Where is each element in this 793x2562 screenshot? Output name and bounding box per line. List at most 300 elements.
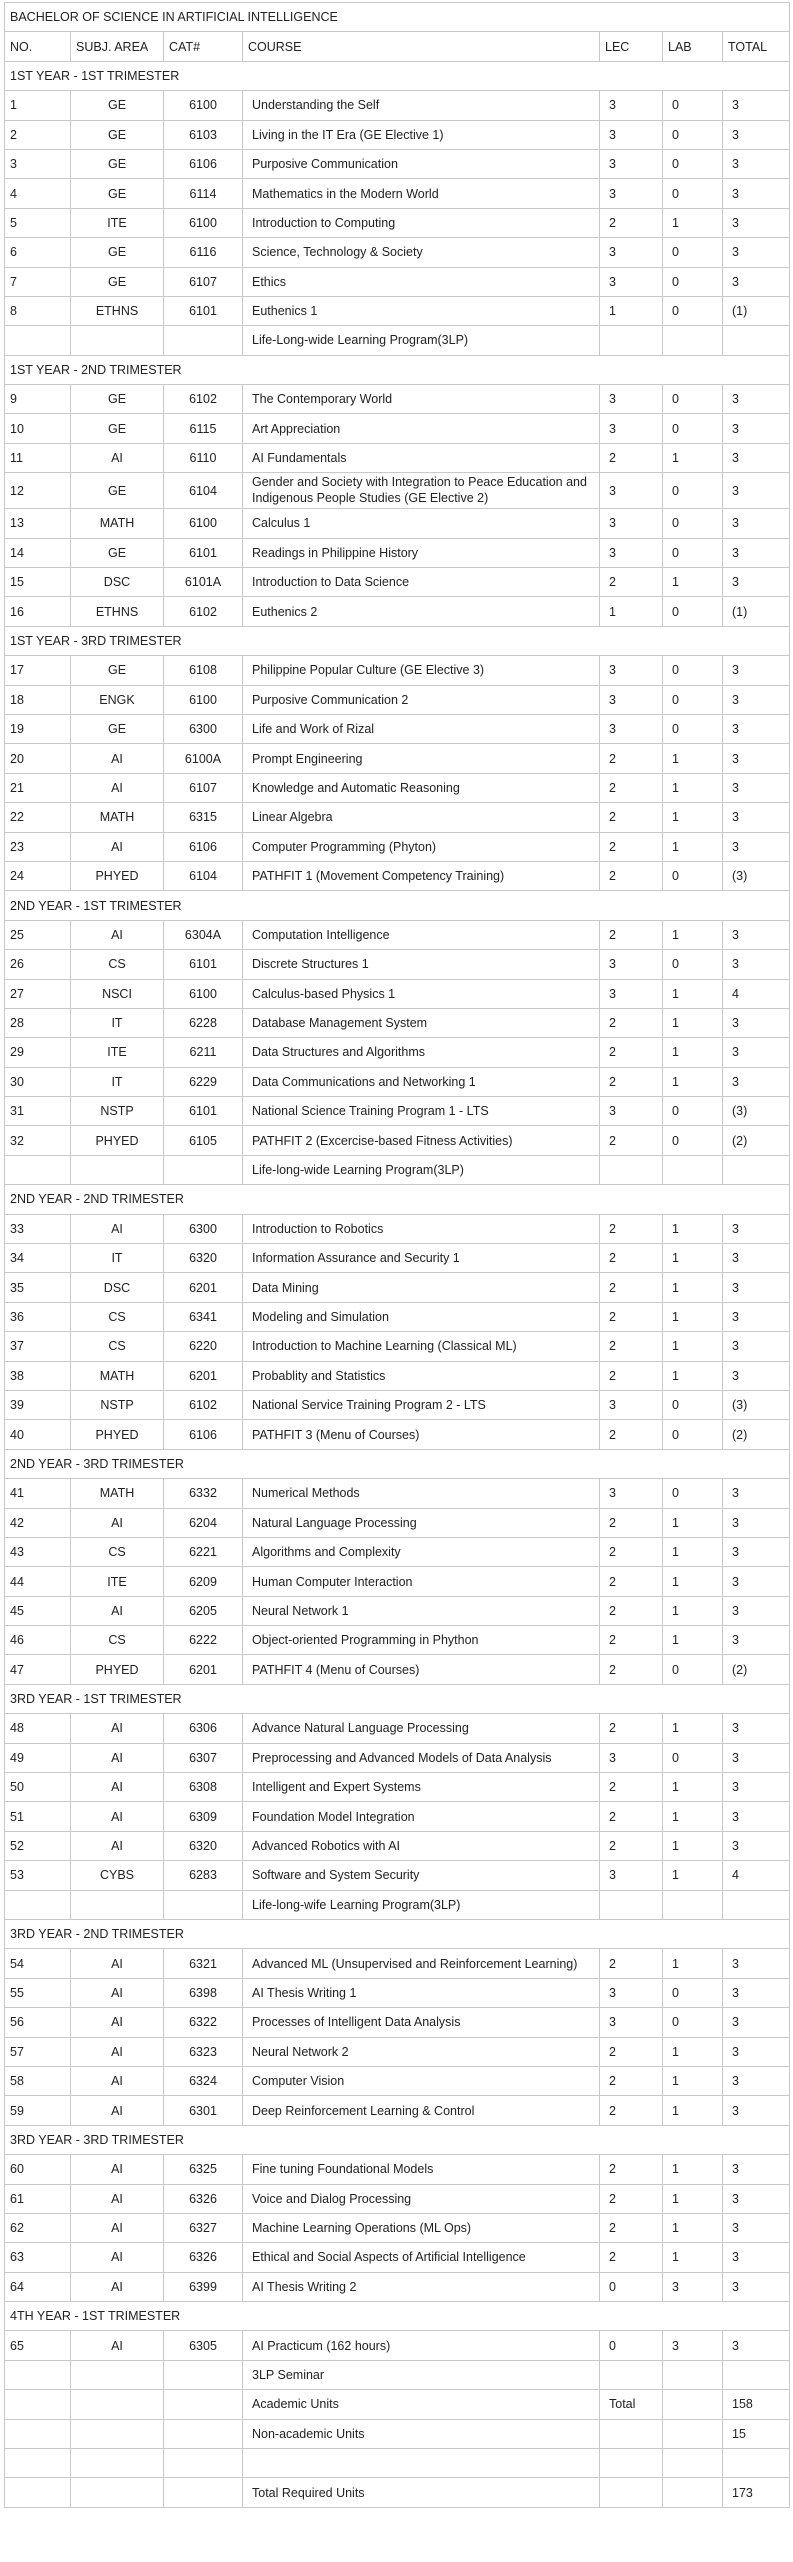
subject-area-cell: CS — [71, 1537, 164, 1566]
lab-units-cell: 1 — [663, 1626, 723, 1655]
course-row — [5, 1390, 790, 1419]
lab-units-cell: 0 — [663, 1743, 723, 1772]
term-label: 2ND YEAR - 2ND TRIMESTER — [5, 1185, 790, 1214]
course-name-cell: Readings in Philippine History — [243, 538, 600, 567]
header-row — [5, 32, 790, 61]
cat-number-cell: 6205 — [164, 1596, 243, 1625]
course-row — [5, 2008, 790, 2037]
course-row — [5, 773, 790, 802]
lab-units-cell — [663, 2449, 723, 2478]
row-no-cell: 28 — [5, 1008, 71, 1037]
lec-units-cell: 2 — [600, 1008, 663, 1037]
subject-area-cell — [71, 2390, 164, 2419]
course-name-cell: Processes of Intelligent Data Analysis — [243, 2008, 600, 2037]
row-no-cell: 15 — [5, 568, 71, 597]
row-no-cell: 1 — [5, 91, 71, 120]
course-row — [5, 538, 790, 567]
row-no-cell: 58 — [5, 2066, 71, 2095]
lec-units-cell: 3 — [600, 149, 663, 178]
lec-units-cell: 2 — [600, 2243, 663, 2272]
subject-area-cell — [71, 1890, 164, 1919]
cat-number-cell: 6323 — [164, 2037, 243, 2066]
course-row — [5, 1214, 790, 1243]
header-no: NO. — [5, 32, 71, 61]
total-units-cell: 3 — [723, 2037, 790, 2066]
course-name-cell: Prompt Engineering — [243, 744, 600, 773]
course-name-cell: AI Thesis Writing 2 — [243, 2272, 600, 2301]
course-row — [5, 2419, 790, 2448]
subject-area-cell: GE — [71, 238, 164, 267]
subject-area-cell: AI — [71, 2243, 164, 2272]
row-no-cell: 57 — [5, 2037, 71, 2066]
lec-units-cell — [600, 2449, 663, 2478]
total-units-cell: 3 — [723, 1361, 790, 1390]
course-row — [5, 2449, 790, 2478]
total-units-cell: 3 — [723, 2096, 790, 2125]
course-name-cell: Fine tuning Foundational Models — [243, 2155, 600, 2184]
course-name-cell: Machine Learning Operations (ML Ops) — [243, 2213, 600, 2242]
course-row — [5, 979, 790, 1008]
row-no-cell: 37 — [5, 1332, 71, 1361]
row-no-cell: 65 — [5, 2331, 71, 2360]
course-name-cell: Total Required Units — [243, 2478, 600, 2507]
cat-number-cell: 6104 — [164, 861, 243, 890]
course-row — [5, 1302, 790, 1331]
cat-number-cell: 6300 — [164, 714, 243, 743]
lab-units-cell — [663, 2478, 723, 2507]
cat-number-cell: 6104 — [164, 473, 243, 509]
lab-units-cell — [663, 2360, 723, 2389]
total-units-cell: 173 — [723, 2478, 790, 2507]
lab-units-cell: 1 — [663, 1537, 723, 1566]
course-row — [5, 597, 790, 626]
subject-area-cell: ITE — [71, 1038, 164, 1067]
row-no-cell: 53 — [5, 1861, 71, 1890]
total-units-cell: 3 — [723, 832, 790, 861]
total-units-cell: 3 — [723, 2213, 790, 2242]
lab-units-cell: 0 — [663, 414, 723, 443]
row-no-cell: 36 — [5, 1302, 71, 1331]
course-name-cell: Academic Units — [243, 2390, 600, 2419]
total-units-cell: (1) — [723, 597, 790, 626]
lab-units-cell: 3 — [663, 2331, 723, 2360]
lec-units-cell — [600, 326, 663, 355]
row-no-cell: 38 — [5, 1361, 71, 1390]
course-row — [5, 1802, 790, 1831]
row-no-cell: 60 — [5, 2155, 71, 2184]
lab-units-cell: 1 — [663, 979, 723, 1008]
cat-number-cell: 6106 — [164, 832, 243, 861]
lab-units-cell: 0 — [663, 385, 723, 414]
total-units-cell — [723, 2449, 790, 2478]
total-units-cell — [723, 1890, 790, 1919]
course-row — [5, 744, 790, 773]
course-name-cell: Algorithms and Complexity — [243, 1537, 600, 1566]
total-units-cell: 3 — [723, 1332, 790, 1361]
cat-number-cell: 6327 — [164, 2213, 243, 2242]
course-name-cell: Advanced ML (Unsupervised and Reinforcement Learning) — [243, 1949, 600, 1978]
subject-area-cell: GE — [71, 538, 164, 567]
lab-units-cell: 0 — [663, 1097, 723, 1126]
course-row — [5, 1097, 790, 1126]
row-no-cell: 48 — [5, 1714, 71, 1743]
course-row — [5, 1655, 790, 1684]
header-subject-area: SUBJ. AREA — [71, 32, 164, 61]
course-row — [5, 1038, 790, 1067]
subject-area-cell: MATH — [71, 803, 164, 832]
course-name-cell: The Contemporary World — [243, 385, 600, 414]
row-no-cell: 49 — [5, 1743, 71, 1772]
subject-area-cell — [71, 1155, 164, 1184]
lec-units-cell: 3 — [600, 120, 663, 149]
course-name-cell: Non-academic Units — [243, 2419, 600, 2448]
subject-area-cell: PHYED — [71, 861, 164, 890]
subject-area-cell: NSCI — [71, 979, 164, 1008]
row-no-cell: 6 — [5, 238, 71, 267]
course-row — [5, 2155, 790, 2184]
lab-units-cell: 1 — [663, 832, 723, 861]
total-units-cell: 3 — [723, 950, 790, 979]
lec-units-cell: 2 — [600, 1126, 663, 1155]
course-row — [5, 1978, 790, 2007]
term-header-row — [5, 2302, 790, 2331]
row-no-cell: 10 — [5, 414, 71, 443]
lec-units-cell: 2 — [600, 2037, 663, 2066]
lec-units-cell: 0 — [600, 2331, 663, 2360]
lab-units-cell: 0 — [663, 538, 723, 567]
lec-units-cell: 2 — [600, 443, 663, 472]
row-no-cell: 43 — [5, 1537, 71, 1566]
row-no-cell: 7 — [5, 267, 71, 296]
course-name-cell: Foundation Model Integration — [243, 1802, 600, 1831]
course-row — [5, 1567, 790, 1596]
cat-number-cell: 6101 — [164, 296, 243, 325]
course-row — [5, 326, 790, 355]
course-name-cell: Data Communications and Networking 1 — [243, 1067, 600, 1096]
total-units-cell — [723, 2360, 790, 2389]
lec-units-cell: 3 — [600, 1479, 663, 1508]
lec-units-cell — [600, 2360, 663, 2389]
total-units-cell: 3 — [723, 920, 790, 949]
row-no-cell — [5, 2449, 71, 2478]
subject-area-cell: CS — [71, 950, 164, 979]
row-no-cell: 19 — [5, 714, 71, 743]
term-header-row — [5, 891, 790, 920]
total-units-cell: 3 — [723, 120, 790, 149]
course-row — [5, 91, 790, 120]
cat-number-cell: 6306 — [164, 1714, 243, 1743]
course-row — [5, 179, 790, 208]
cat-number-cell: 6221 — [164, 1537, 243, 1566]
course-row — [5, 1743, 790, 1772]
course-row — [5, 2272, 790, 2301]
row-no-cell: 30 — [5, 1067, 71, 1096]
cat-number-cell: 6211 — [164, 1038, 243, 1067]
course-row — [5, 238, 790, 267]
cat-number-cell: 6106 — [164, 149, 243, 178]
lab-units-cell: 1 — [663, 1714, 723, 1743]
lab-units-cell: 1 — [663, 1802, 723, 1831]
lab-units-cell: 0 — [663, 861, 723, 890]
cat-number-cell: 6105 — [164, 1126, 243, 1155]
total-units-cell: 3 — [723, 2272, 790, 2301]
total-units-cell: 3 — [723, 744, 790, 773]
lec-units-cell: 2 — [600, 920, 663, 949]
cat-number-cell: 6321 — [164, 1949, 243, 1978]
cat-number-cell: 6103 — [164, 120, 243, 149]
lec-units-cell: 2 — [600, 1596, 663, 1625]
total-units-cell: 3 — [723, 1596, 790, 1625]
total-units-cell: 3 — [723, 1479, 790, 1508]
cat-number-cell: 6332 — [164, 1479, 243, 1508]
cat-number-cell: 6100A — [164, 744, 243, 773]
course-row — [5, 1831, 790, 1860]
lab-units-cell: 1 — [663, 920, 723, 949]
course-name-cell: Data Mining — [243, 1273, 600, 1302]
lab-units-cell: 1 — [663, 1831, 723, 1860]
cat-number-cell: 6326 — [164, 2243, 243, 2272]
course-name-cell: Introduction to Data Science — [243, 568, 600, 597]
lab-units-cell: 1 — [663, 1244, 723, 1273]
cat-number-cell: 6100 — [164, 208, 243, 237]
cat-number-cell: 6304A — [164, 920, 243, 949]
course-row — [5, 2213, 790, 2242]
course-row — [5, 296, 790, 325]
row-no-cell: 17 — [5, 656, 71, 685]
lab-units-cell: 1 — [663, 773, 723, 802]
course-row — [5, 861, 790, 890]
lec-units-cell: 3 — [600, 1861, 663, 1890]
subject-area-cell: MATH — [71, 509, 164, 538]
lab-units-cell: 0 — [663, 656, 723, 685]
total-units-cell: 3 — [723, 1978, 790, 2007]
course-name-cell: Human Computer Interaction — [243, 1567, 600, 1596]
course-row — [5, 1479, 790, 1508]
header-cat-number: CAT# — [164, 32, 243, 61]
course-row — [5, 2096, 790, 2125]
lab-units-cell — [663, 2390, 723, 2419]
row-no-cell: 39 — [5, 1390, 71, 1419]
cat-number-cell: 6305 — [164, 2331, 243, 2360]
row-no-cell: 31 — [5, 1097, 71, 1126]
course-name-cell: Natural Language Processing — [243, 1508, 600, 1537]
row-no-cell: 40 — [5, 1420, 71, 1449]
lab-units-cell: 1 — [663, 803, 723, 832]
course-row — [5, 656, 790, 685]
cat-number-cell: 6220 — [164, 1332, 243, 1361]
subject-area-cell: AI — [71, 2213, 164, 2242]
row-no-cell: 9 — [5, 385, 71, 414]
lec-units-cell: 2 — [600, 1038, 663, 1067]
total-units-cell: 3 — [723, 1008, 790, 1037]
lab-units-cell: 0 — [663, 509, 723, 538]
lec-units-cell: 3 — [600, 714, 663, 743]
total-units-cell: 3 — [723, 1949, 790, 1978]
row-no-cell: 32 — [5, 1126, 71, 1155]
row-no-cell: 42 — [5, 1508, 71, 1537]
lec-units-cell: 0 — [600, 2272, 663, 2301]
course-name-cell — [243, 2449, 600, 2478]
cat-number-cell: 6341 — [164, 1302, 243, 1331]
lec-units-cell: Total — [600, 2390, 663, 2419]
total-units-cell: 3 — [723, 2008, 790, 2037]
subject-area-cell: GE — [71, 385, 164, 414]
course-row — [5, 832, 790, 861]
total-units-cell: 3 — [723, 2066, 790, 2095]
lec-units-cell: 2 — [600, 803, 663, 832]
lab-units-cell: 0 — [663, 950, 723, 979]
subject-area-cell: ENGK — [71, 685, 164, 714]
subject-area-cell: AI — [71, 1949, 164, 1978]
course-name-cell: Introduction to Machine Learning (Classical ML) — [243, 1332, 600, 1361]
lab-units-cell: 0 — [663, 1420, 723, 1449]
total-units-cell: 3 — [723, 443, 790, 472]
cat-number-cell: 6108 — [164, 656, 243, 685]
row-no-cell: 20 — [5, 744, 71, 773]
course-row — [5, 1155, 790, 1184]
cat-number-cell: 6100 — [164, 685, 243, 714]
row-no-cell: 55 — [5, 1978, 71, 2007]
course-row — [5, 2037, 790, 2066]
total-units-cell: (2) — [723, 1126, 790, 1155]
cat-number-cell: 6325 — [164, 2155, 243, 2184]
course-name-cell: Information Assurance and Security 1 — [243, 1244, 600, 1273]
term-header-row — [5, 626, 790, 655]
course-name-cell: Linear Algebra — [243, 803, 600, 832]
course-row — [5, 473, 790, 509]
subject-area-cell — [71, 2449, 164, 2478]
subject-area-cell: AI — [71, 773, 164, 802]
course-row — [5, 568, 790, 597]
total-units-cell: 3 — [723, 267, 790, 296]
course-row — [5, 2066, 790, 2095]
total-units-cell: 3 — [723, 2243, 790, 2272]
total-units-cell: 3 — [723, 91, 790, 120]
cat-number-cell: 6307 — [164, 1743, 243, 1772]
course-name-cell: Life-long-wife Learning Program(3LP) — [243, 1890, 600, 1919]
cat-number-cell: 6100 — [164, 91, 243, 120]
course-name-cell: AI Thesis Writing 1 — [243, 1978, 600, 2007]
term-label: 2ND YEAR - 3RD TRIMESTER — [5, 1449, 790, 1478]
course-name-cell: Advance Natural Language Processing — [243, 1714, 600, 1743]
subject-area-cell: NSTP — [71, 1097, 164, 1126]
lab-units-cell: 0 — [663, 267, 723, 296]
course-name-cell: AI Fundamentals — [243, 443, 600, 472]
lec-units-cell: 2 — [600, 773, 663, 802]
subject-area-cell: PHYED — [71, 1655, 164, 1684]
course-row — [5, 1773, 790, 1802]
lec-units-cell: 3 — [600, 1743, 663, 1772]
cat-number-cell: 6102 — [164, 597, 243, 626]
cat-number-cell: 6308 — [164, 1773, 243, 1802]
lab-units-cell: 0 — [663, 1479, 723, 1508]
total-units-cell: 3 — [723, 1626, 790, 1655]
course-row — [5, 2331, 790, 2360]
lec-units-cell: 2 — [600, 1773, 663, 1802]
course-row — [5, 385, 790, 414]
lab-units-cell: 1 — [663, 1596, 723, 1625]
course-row — [5, 2243, 790, 2272]
lec-units-cell: 2 — [600, 1273, 663, 1302]
course-name-cell: Art Appreciation — [243, 414, 600, 443]
course-name-cell: National Service Training Program 2 - LTS — [243, 1390, 600, 1419]
subject-area-cell: AI — [71, 1831, 164, 1860]
course-name-cell: Data Structures and Algorithms — [243, 1038, 600, 1067]
course-row — [5, 803, 790, 832]
row-no-cell — [5, 326, 71, 355]
course-row — [5, 149, 790, 178]
term-header-row — [5, 355, 790, 384]
lab-units-cell: 1 — [663, 744, 723, 773]
lab-units-cell: 1 — [663, 1567, 723, 1596]
header-course: COURSE — [243, 32, 600, 61]
total-units-cell: 3 — [723, 149, 790, 178]
course-name-cell: Knowledge and Automatic Reasoning — [243, 773, 600, 802]
subject-area-cell: AI — [71, 2331, 164, 2360]
lec-units-cell: 3 — [600, 414, 663, 443]
total-units-cell: 3 — [723, 1038, 790, 1067]
lab-units-cell: 0 — [663, 2008, 723, 2037]
subject-area-cell: AI — [71, 443, 164, 472]
cat-number-cell: 6204 — [164, 1508, 243, 1537]
subject-area-cell: AI — [71, 920, 164, 949]
course-row — [5, 1537, 790, 1566]
lec-units-cell: 2 — [600, 1655, 663, 1684]
course-name-cell: Living in the IT Era (GE Elective 1) — [243, 120, 600, 149]
course-row — [5, 1332, 790, 1361]
lec-units-cell: 2 — [600, 1420, 663, 1449]
row-no-cell: 62 — [5, 2213, 71, 2242]
subject-area-cell — [71, 2360, 164, 2389]
cat-number-cell: 6100 — [164, 979, 243, 1008]
course-name-cell: Database Management System — [243, 1008, 600, 1037]
total-units-cell: 3 — [723, 1567, 790, 1596]
cat-number-cell: 6209 — [164, 1567, 243, 1596]
total-units-cell: 3 — [723, 2331, 790, 2360]
subject-area-cell: CS — [71, 1302, 164, 1331]
lec-units-cell: 3 — [600, 979, 663, 1008]
lab-units-cell: 0 — [663, 597, 723, 626]
cat-number-cell: 6300 — [164, 1214, 243, 1243]
header-total: TOTAL — [723, 32, 790, 61]
cat-number-cell: 6115 — [164, 414, 243, 443]
total-units-cell: 15 — [723, 2419, 790, 2448]
cat-number-cell: 6116 — [164, 238, 243, 267]
lab-units-cell: 1 — [663, 1038, 723, 1067]
course-name-cell: Calculus 1 — [243, 509, 600, 538]
course-row — [5, 120, 790, 149]
lec-units-cell: 2 — [600, 1244, 663, 1273]
subject-area-cell: MATH — [71, 1361, 164, 1390]
cat-number-cell: 6114 — [164, 179, 243, 208]
subject-area-cell: AI — [71, 1714, 164, 1743]
subject-area-cell: AI — [71, 1743, 164, 1772]
course-name-cell: Voice and Dialog Processing — [243, 2184, 600, 2213]
course-row — [5, 414, 790, 443]
course-row — [5, 1890, 790, 1919]
row-no-cell: 61 — [5, 2184, 71, 2213]
course-row — [5, 509, 790, 538]
course-name-cell: Numerical Methods — [243, 1479, 600, 1508]
lab-units-cell: 1 — [663, 1508, 723, 1537]
subject-area-cell: ETHNS — [71, 597, 164, 626]
lec-units-cell — [600, 2478, 663, 2507]
course-name-cell: Neural Network 1 — [243, 1596, 600, 1625]
lec-units-cell: 2 — [600, 1567, 663, 1596]
row-no-cell: 3 — [5, 149, 71, 178]
lec-units-cell: 2 — [600, 1302, 663, 1331]
cat-number-cell — [164, 326, 243, 355]
